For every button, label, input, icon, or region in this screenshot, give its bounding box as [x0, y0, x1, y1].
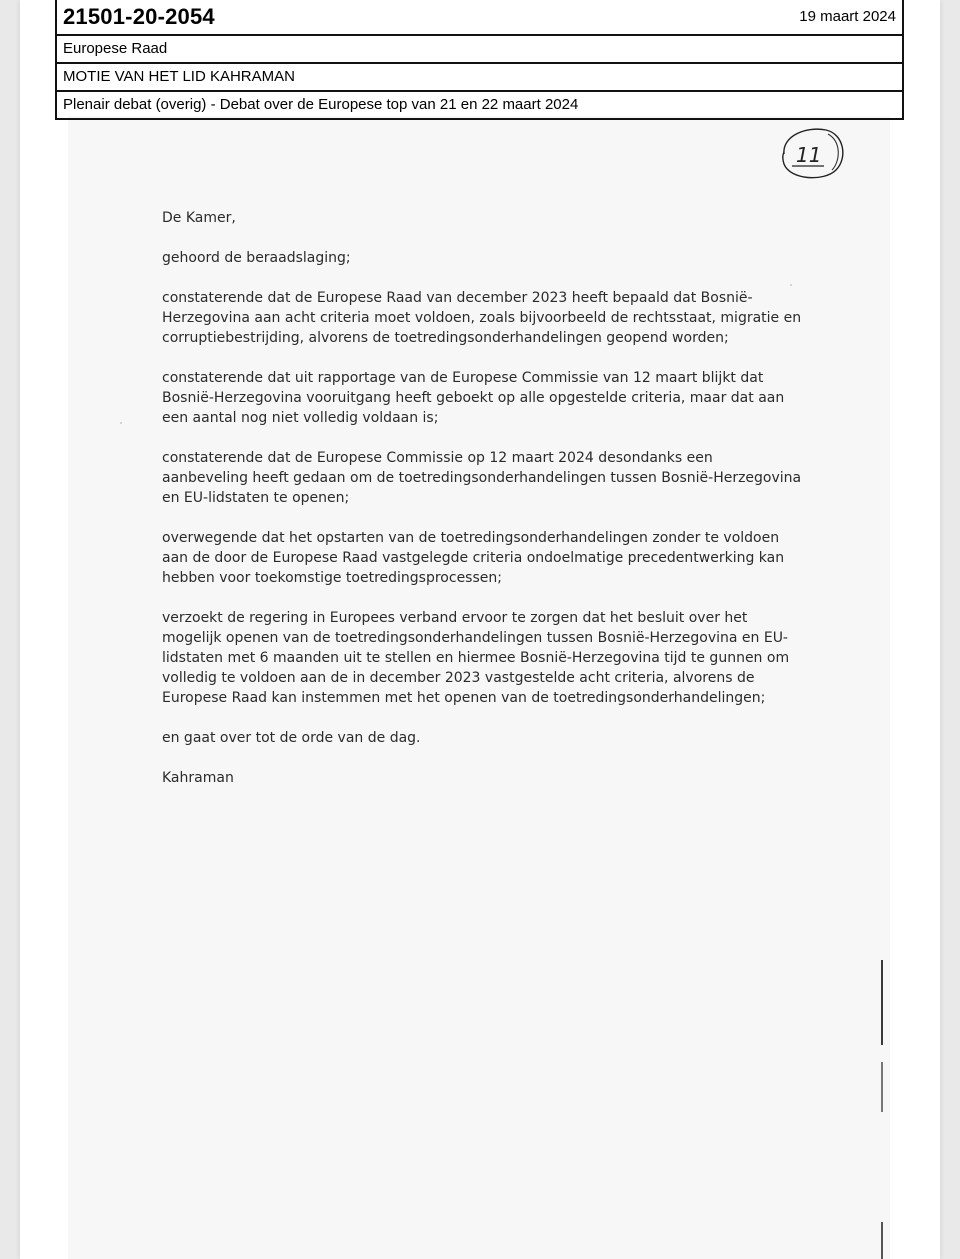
scan-edge-line [881, 1222, 883, 1259]
closing-clause: en gaat over tot de orde van de dag. [162, 730, 421, 746]
paragraph-observation-2: constaterende dat uit rapportage van de Europese Commissie van 12 maart blijkt dat Bosnië-Herzegovina vooruitgang heeft geboekt op alle opgestelde criteria, maar dat aan een aantal nog niet volledig voldaan is; [162, 370, 785, 426]
stamp-number: 11 [796, 143, 822, 167]
document-number: 21501-20-2054 [63, 4, 215, 29]
document-date: 19 maart 2024 [799, 8, 896, 25]
salutation: De Kamer, [162, 210, 236, 226]
signature: Kahraman [162, 770, 234, 786]
motion-body [162, 208, 802, 808]
paragraph-consideration: overwegende dat het opstarten van de toetredingsonderhandelingen zonder te voldoen aan de door de Europese Raad vastgelegde criteria ondoelmatige precedentwerking kan hebben voor toekomstige toetredingsprocessen; [162, 530, 785, 586]
paragraph-observation-3: constaterende dat de Europese Commissie op 12 maart 2024 desondanks een aanbeveling heeft gedaan om de toetredingsonderhandelingen tussen Bosnië-Herzegovina en EU-lidstaten te openen; [162, 450, 802, 506]
paragraph-observation-1: constaterende dat de Europese Raad van december 2023 heeft bepaald dat Bosnië-Herzegovina aan acht criteria moet voldoen, zoals bijvoorbeeld de rechtsstaat, migratie en corruptiebestrijding, alvorens de toetredingsonderhandelingen geopend worden; [162, 290, 802, 346]
motion-title-row: MOTIE VAN HET LID KAHRAMAN [55, 62, 904, 90]
committee-row: Europese Raad [55, 34, 904, 62]
handwritten-circle-icon [828, 134, 838, 170]
scan-speck [120, 422, 122, 424]
debate-row: Plenair debat (overig) - Debat over de Europese top van 21 en 22 maart 2024 [55, 90, 904, 120]
scan-edge-line [881, 960, 883, 1045]
handwritten-number-stamp [776, 124, 846, 182]
paragraph-request: verzoekt de regering in Europees verband ervoor te zorgen dat het besluit over het mogelijk openen van de toetredingsonderhandelingen tussen Bosnië-Herzegovina en EU-lidstaten met 6 maanden uit te stellen en hiermee Bosnië-Herzegovina tijd te gunnen om volledig te voldoen aan de in december 2023 vastgestelde acht criteria, alvorens de Europese Raad kan instemmen met het openen van de toetredingsonderhandelingen; [162, 610, 790, 706]
header-top-row [55, 0, 904, 34]
heard-clause: gehoord de beraadslaging; [162, 250, 351, 266]
document-header [55, 0, 904, 120]
scan-edge-line [881, 1062, 883, 1112]
